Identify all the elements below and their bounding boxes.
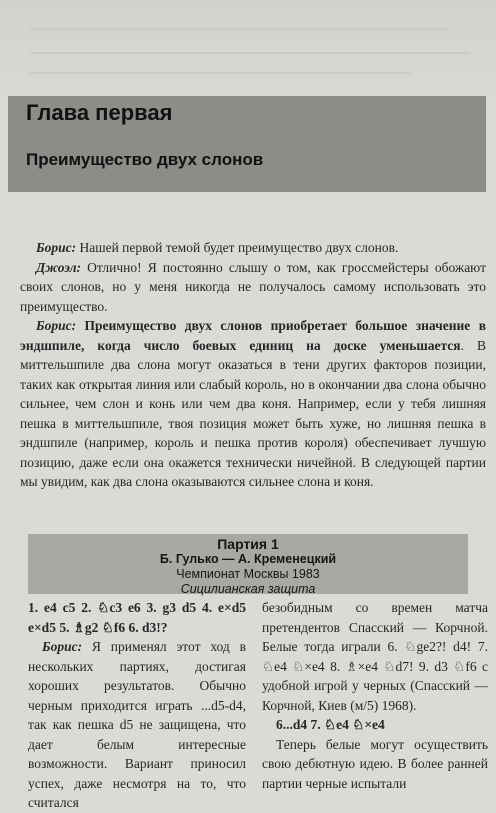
paragraph <box>20 238 486 258</box>
game-header <box>28 534 468 594</box>
previous-page-bleed <box>0 0 496 95</box>
paragraph-text: Я применял этот ход в нескольких партиях, достигая хороших результатов. Обычно черным приходится играть ...d5-d4, так как пешка d5 не защищена, что дает белым интересные возможности. Вариант приносил успех, даже несмотря на то, что считался <box>28 639 246 810</box>
paragraph <box>20 258 486 317</box>
chapter-subtitle: Преимущество двух слонов <box>26 150 264 169</box>
bleed-line <box>30 52 470 54</box>
move-sequence: 1. e4 c5 2. ♘c3 e6 3. g3 d5 4. e×d5 e×d5 5. ♗g2 ♘f6 6. d3!? <box>28 600 246 635</box>
paragraph-text: безобидным со времен матча претендентов Спасский — Корчной. Белые тогда играли 6. ♘ge2?! d4! 7. ♘e4 ♘×e4 8. ♗×e4 ♘d7! 9. d3 ♘f6 с удобной игрой у черных (Спасский — Корчной, Киев (м/5) 1968). <box>262 600 488 713</box>
emphasis-text: Преимущество двух слонов приобретает большое значение в эндшпиле, когда число боевых единиц на доске уменьшается <box>20 318 486 353</box>
paragraph <box>20 316 486 492</box>
game-title: Партия 1 <box>217 536 279 552</box>
speaker-label: Борис: <box>36 318 77 333</box>
bleed-line <box>30 72 410 74</box>
left-column <box>28 598 246 813</box>
right-column <box>262 598 488 793</box>
bleed-line <box>30 28 450 30</box>
paragraph-text: Нашей первой темой будет преимущество двух слонов. <box>76 240 399 255</box>
speaker-label: Борис: <box>36 240 77 255</box>
paragraph <box>28 637 246 813</box>
move-sequence: 6...d4 7. ♘e4 ♘×e4 <box>276 717 385 732</box>
game-event: Чемпионат Москвы 1983 <box>176 567 320 581</box>
speaker-label: Джоэл: <box>36 259 82 275</box>
paragraph-text: Теперь белые могут осуществить свою дебютную идею. В более ранней партии черные испытали <box>262 736 488 791</box>
intro-text <box>20 238 486 492</box>
speaker-label: Борис: <box>42 639 83 654</box>
paragraph-text: . В миттельшпиле два слона могут оказаться в тени других факторов позиции, таких как открытая линия или слабый король, но в окончании два слона обычно сильнее, чем слон и конь или чем два коня. Например, если у тебя лишняя пешка в миттельшпиле, твоя позиция может быть хуже, но лишняя пешка в эндшпиле (например, король и пешка против короля) обеспечивает лучшую позицию, даже если она окажется технически ничейной. В следующей партии мы увидим, как два слона оказываются сильнее слона и коня. <box>20 337 486 489</box>
chapter-title: Глава первая <box>26 100 173 125</box>
game-players: Б. Гулько — А. Кременецкий <box>159 552 337 566</box>
game-opening: Сицилианская защита <box>180 582 316 596</box>
paragraph-text: Отлично! Я постоянно слышу о том, как гроссмейстеры обожают своих слонов, но у меня никогда не получалось самому использовать это преимущество. <box>20 259 486 314</box>
